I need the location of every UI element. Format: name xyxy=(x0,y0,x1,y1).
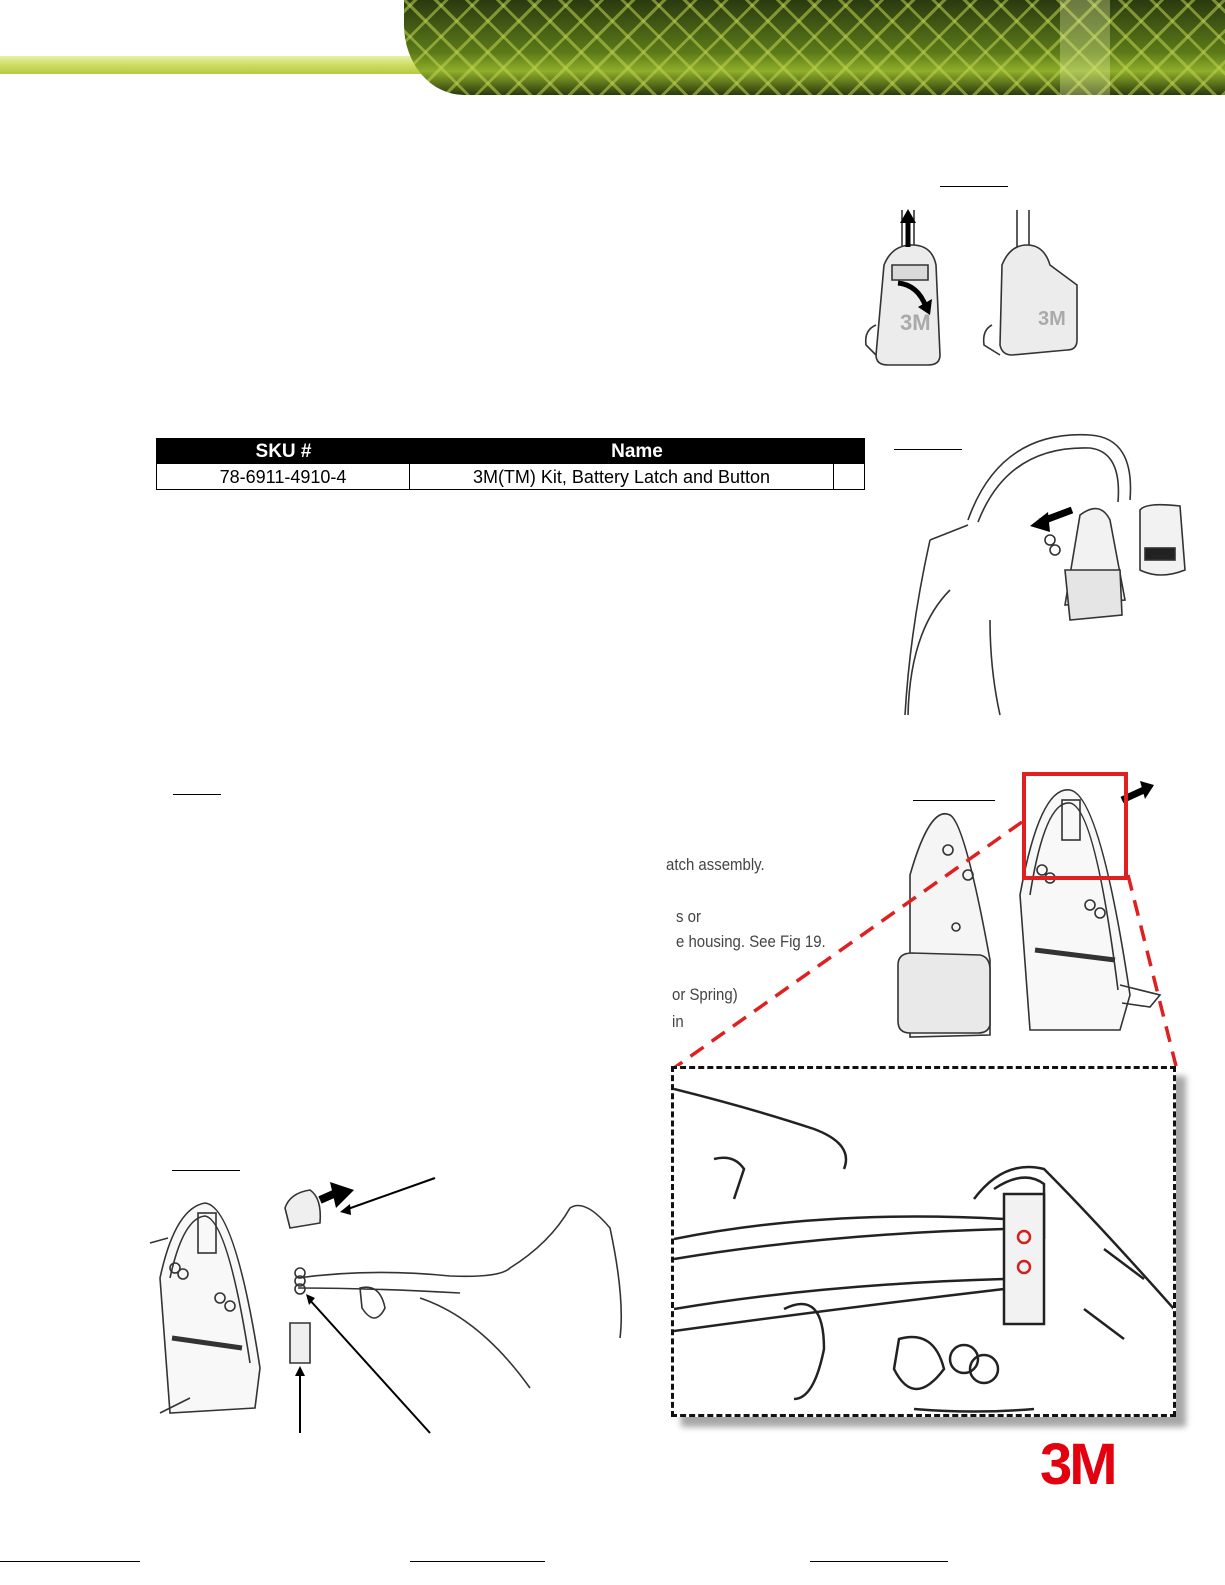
figure-latch-parts-removal xyxy=(150,1168,640,1438)
headset-logo-text: 3M xyxy=(1038,308,1066,330)
instruction-text-fragment: or Spring) xyxy=(672,985,738,1004)
zoomed-tweezers-latch xyxy=(674,1069,1176,1417)
instruction-text-fragment: s or xyxy=(676,907,701,926)
instruction-text-fragment: in xyxy=(672,1012,684,1031)
instruction-text-fragment: e housing. See Fig 19. xyxy=(676,932,826,951)
sku-column-header: SKU # xyxy=(255,441,312,462)
headset-logo-text: 3M xyxy=(900,310,931,335)
zoomed-detail-frame xyxy=(671,1066,1176,1417)
name-column-header: Name xyxy=(611,441,663,462)
instruction-text-fragment: atch assembly. xyxy=(666,855,765,874)
table-row-sku-cell: 78-6911-4910-4 xyxy=(157,464,410,489)
table-row-name-cell: 3M(TM) Kit, Battery Latch and Button xyxy=(410,464,834,489)
3m-logo: 3M xyxy=(1040,1432,1115,1497)
